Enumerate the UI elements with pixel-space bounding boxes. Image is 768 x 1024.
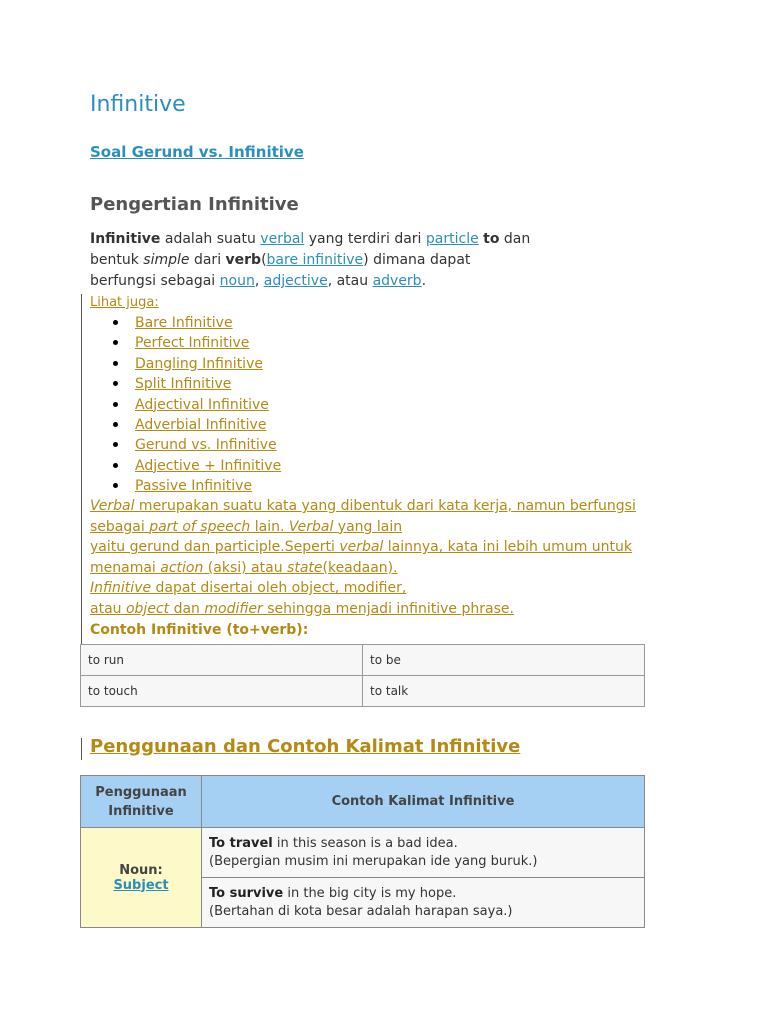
bare-infinitive-link[interactable]: bare infinitive [266,252,364,268]
example-cell [202,878,645,928]
column-header-examples: Contoh Kalimat Infinitive [202,776,645,828]
bullet-icon [113,320,118,325]
bullet-icon [113,381,118,386]
page-title: Infinitive [90,92,186,117]
bullet-icon [113,402,118,407]
term-simple: simple [143,252,190,268]
soal-gerund-infinitive-link[interactable]: Soal Gerund vs. Infinitive [90,143,304,161]
section-heading-pengertian: Pengertian Infinitive [90,194,299,215]
adjective-link[interactable]: adjective [263,273,328,289]
verbal-note [90,496,690,620]
adjectival-infinitive-item-link[interactable]: Adjectival Infinitive [135,396,269,413]
note-italic: part of speech [149,518,251,535]
section-heading-penggunaan[interactable]: Penggunaan dan Contoh Kalimat Infinitive [90,736,521,757]
examples-table [80,644,645,707]
def-text: , atau [327,273,373,289]
list-item [90,313,281,333]
list-item [90,456,281,476]
bullet-icon [113,361,118,366]
example-cell [202,828,645,878]
note-italic: Verbal [90,498,135,514]
see-also-list [90,313,281,497]
note-italic: action [160,559,204,576]
note-text: merupakan suatu kata yang dibentuk dari kata kerja, namun berfungsi [134,498,636,514]
note-italic: Verbal [288,518,334,535]
bullet-icon [113,463,118,468]
def-text: dari [189,252,226,268]
dangling-infinitive-item-link[interactable]: Dangling Infinitive [135,355,263,372]
bullet-icon [113,442,118,447]
list-item [90,333,281,353]
def-text: bentuk [90,252,144,268]
usage-cell [81,828,202,928]
usage-table [80,775,645,928]
perfect-infinitive-item-link[interactable]: Perfect Infinitive [135,335,250,352]
passive-infinitive-item-link[interactable]: Passive Infinitive [135,478,253,495]
def-text: , [254,273,264,289]
table-row [81,645,645,676]
note-italic: modifier [204,600,263,617]
left-margin-bar [81,294,82,644]
term-verb: verb [225,252,262,268]
example-text: in this season is a bad idea. [272,835,458,851]
note-text: dapat disertai oleh object, modifier, [151,580,407,597]
split-infinitive-item-link[interactable]: Split Infinitive [135,376,232,393]
example-bold: To travel [209,835,273,851]
list-item [90,354,281,374]
note-text: lain. [250,518,289,535]
list-item [90,415,281,435]
table-cell: to talk [363,676,645,707]
def-text: ) dimana dapat [363,252,471,268]
example-translation: (Bepergian musim ini merupakan ide yang buruk.) [209,853,538,869]
particle-link[interactable]: particle [425,231,479,247]
def-text: ( [261,252,267,268]
verbal-link[interactable]: verbal [260,231,305,247]
noun-link[interactable]: noun [219,273,255,289]
note-text: yang lain [333,518,403,535]
note-italic: state [287,559,323,576]
list-item [90,435,281,455]
list-item [90,476,281,496]
gerund-vs-infinitive-item-link[interactable]: Gerund vs. Infinitive [135,437,277,454]
lihat-juga-label: Lihat juga: [90,295,159,310]
note-italic: Infinitive [90,580,152,597]
list-item [90,395,281,415]
example-translation: (Bertahan di kota besar adalah harapan saya.) [209,903,513,919]
def-text: dan [499,231,531,247]
note-text: sebagai [90,518,150,535]
note-text: sehingga menjadi infinitive phrase. [262,600,514,617]
note-text: menamai [90,559,161,576]
note-text: yaitu gerund dan participle.Seperti [90,539,340,556]
note-text: lainnya, kata ini lebih umum untuk [383,539,632,556]
example-bold: To survive [209,885,284,901]
table-cell: to run [81,645,363,676]
definition-paragraph [90,229,570,292]
bullet-icon [113,340,118,345]
left-margin-bar [81,738,82,760]
note-text: (keadaan). [322,559,398,576]
table-row [81,828,645,878]
note-text: (aksi) atau [203,559,288,576]
bullet-icon [113,483,118,488]
def-text: . [421,273,427,289]
note-text: dan [169,600,205,617]
column-header-usage: Penggunaan Infinitive [81,776,202,828]
adverbial-infinitive-item-link[interactable]: Adverbial Infinitive [135,416,267,433]
def-text: adalah suatu [160,231,261,247]
term-infinitive: Infinitive [90,231,161,247]
def-text: yang terdiri dari [304,231,426,247]
adjective-plus-infinitive-item-link[interactable]: Adjective + Infinitive [135,457,282,474]
table-cell: to be [363,645,645,676]
adverb-link[interactable]: adverb [372,273,422,289]
def-text: berfungsi sebagai [90,273,220,289]
note-text: atau [90,600,126,617]
usage-label: Noun: [119,862,163,878]
term-to: to [483,231,500,247]
example-text: in the big city is my hope. [283,885,457,901]
bullet-icon [113,422,118,427]
table-header-row [81,776,645,828]
note-italic: object [125,600,170,617]
contoh-infinitive-label: Contoh Infinitive (to+verb): [90,622,309,638]
list-item [90,374,281,394]
bare-infinitive-item-link[interactable]: Bare Infinitive [135,315,233,331]
table-cell: to touch [81,676,363,707]
table-row [81,676,645,707]
note-italic: verbal [339,539,384,556]
subject-link[interactable]: Subject [113,877,169,893]
